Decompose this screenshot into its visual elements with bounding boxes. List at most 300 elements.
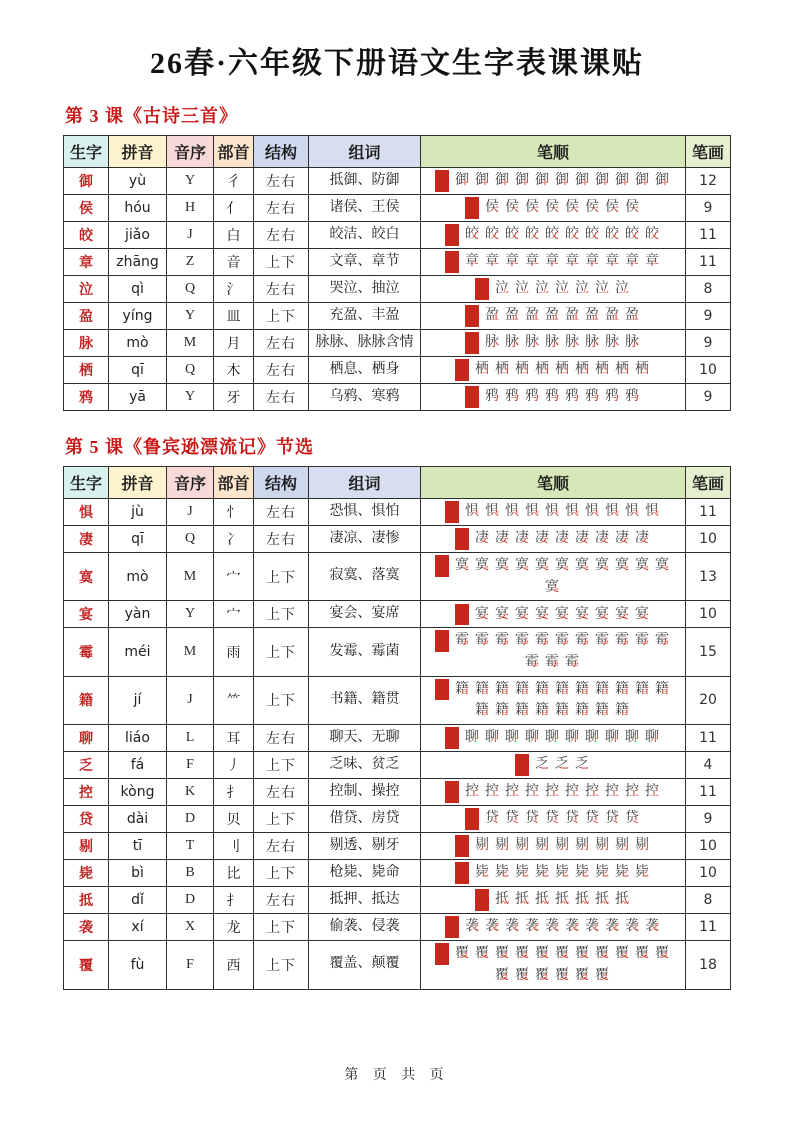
stroke-glyph: 聊: [525, 727, 539, 749]
stroke-glyph: 御: [475, 170, 489, 192]
stroke-count-cell: 11: [686, 222, 731, 249]
initial-cell: L: [167, 725, 214, 752]
initial-cell: Y: [167, 384, 214, 411]
stroke-glyph: 覆: [535, 965, 549, 987]
stroke-glyph: 侯: [585, 197, 599, 219]
stroke-count-cell: 11: [686, 499, 731, 526]
structure-cell: 上下: [254, 628, 309, 676]
stroke-glyph: 毙: [515, 862, 529, 884]
stroke-count-cell: 10: [686, 357, 731, 384]
stroke-glyph: 毙: [575, 862, 589, 884]
stroke-glyph: 脉: [545, 332, 559, 354]
stroke-glyph: 控: [525, 781, 539, 803]
char-cell: 章: [64, 249, 109, 276]
initial-cell: F: [167, 941, 214, 989]
stroke-glyph: 剔: [475, 835, 489, 857]
stroke-glyph: 袭: [505, 916, 519, 938]
stroke-order-sequence: [427, 224, 683, 246]
stroke-glyph: 栖: [555, 359, 569, 381]
stroke-glyph: 霉: [475, 630, 489, 652]
pinyin-cell: yàn: [109, 601, 167, 628]
char-cell: 聊: [64, 725, 109, 752]
stroke-glyph: 泣: [515, 278, 529, 300]
stroke-glyph: [455, 604, 469, 626]
char-cell: 抵: [64, 887, 109, 914]
char-cell: 乏: [64, 752, 109, 779]
stroke-glyph: 霉: [515, 630, 529, 652]
stroke-count-cell: 10: [686, 601, 731, 628]
initial-cell: M: [167, 628, 214, 676]
stroke-order-sequence: [427, 781, 683, 803]
words-cell: 文章、章节: [309, 249, 421, 276]
stroke-glyph: 寞: [595, 555, 609, 577]
stroke-glyph: [445, 916, 459, 938]
stroke-glyph: [435, 555, 449, 577]
stroke-glyph: 聊: [545, 727, 559, 749]
stroke-glyph: 毙: [535, 862, 549, 884]
radical-cell: 刂: [214, 833, 254, 860]
stroke-glyph: [445, 501, 459, 523]
words-cell: 宴会、宴席: [309, 601, 421, 628]
pinyin-cell: tī: [109, 833, 167, 860]
stroke-glyph: 侯: [625, 197, 639, 219]
column-header-stroke_count: 笔画: [686, 136, 731, 168]
section-2-heading: 第 5 课《鲁宾逊漂流记》节选: [65, 437, 314, 457]
pinyin-cell: zhāng: [109, 249, 167, 276]
words-cell: 剔透、剔牙: [309, 833, 421, 860]
stroke-glyph: 泣: [575, 278, 589, 300]
stroke-count-cell: 11: [686, 725, 731, 752]
stroke-glyph: 盈: [565, 305, 579, 327]
initial-cell: J: [167, 676, 214, 724]
stroke-glyph: 籍: [555, 700, 569, 722]
stroke-glyph: 籍: [575, 679, 589, 701]
vocab-row-鸦: [64, 384, 731, 411]
stroke-glyph: 霉: [535, 630, 549, 652]
stroke-order-sequence: [427, 754, 683, 776]
stroke-glyph: [465, 197, 479, 219]
vocab-row-聊: [64, 725, 731, 752]
radical-cell: 月: [214, 330, 254, 357]
char-cell: 栖: [64, 357, 109, 384]
stroke-glyph: 籍: [635, 679, 649, 701]
stroke-glyph: 凄: [595, 528, 609, 550]
stroke-glyph: 盈: [605, 305, 619, 327]
stroke-glyph: 凄: [615, 528, 629, 550]
stroke-glyph: 乏: [535, 754, 549, 776]
stroke-glyph: 抵: [615, 889, 629, 911]
stroke-order-sequence: [427, 278, 683, 300]
stroke-glyph: 章: [645, 251, 659, 273]
stroke-glyph: 侯: [545, 197, 559, 219]
stroke-glyph: 抵: [575, 889, 589, 911]
stroke-glyph: 霉: [635, 630, 649, 652]
stroke-glyph: 覆: [455, 943, 469, 965]
radical-cell: 西: [214, 941, 254, 989]
stroke-glyph: 脉: [585, 332, 599, 354]
column-header-structure: 结构: [254, 467, 309, 499]
lesson-section-2: [63, 433, 731, 990]
pinyin-cell: dài: [109, 806, 167, 833]
stroke-glyph: 袭: [585, 916, 599, 938]
stroke-glyph: 聊: [585, 727, 599, 749]
stroke-glyph: 鸦: [585, 386, 599, 408]
stroke-glyph: 控: [545, 781, 559, 803]
char-cell: 毙: [64, 860, 109, 887]
initial-cell: Q: [167, 276, 214, 303]
stroke-glyph: 御: [495, 170, 509, 192]
stroke-glyph: 乏: [555, 754, 569, 776]
words-cell: 偷袭、侵袭: [309, 914, 421, 941]
stroke-glyph: 籍: [595, 679, 609, 701]
stroke-glyph: 鸦: [485, 386, 499, 408]
stroke-glyph: 毙: [635, 862, 649, 884]
stroke-glyph: [445, 727, 459, 749]
stroke-glyph: 霉: [455, 630, 469, 652]
stroke-glyph: 籍: [555, 679, 569, 701]
stroke-glyph: 惧: [465, 501, 479, 523]
stroke-glyph: [455, 528, 469, 550]
stroke-order-sequence: [427, 528, 683, 550]
stroke-glyph: 贷: [585, 808, 599, 830]
structure-cell: 上下: [254, 860, 309, 887]
stroke-glyph: 脉: [485, 332, 499, 354]
stroke-glyph: 御: [655, 170, 669, 192]
vocab-row-乏: [64, 752, 731, 779]
stroke-glyph: 宴: [475, 604, 489, 626]
words-cell: 聊天、无聊: [309, 725, 421, 752]
pinyin-cell: dǐ: [109, 887, 167, 914]
stroke-order-sequence: [427, 604, 683, 626]
radical-cell: 忄: [214, 499, 254, 526]
pinyin-cell: mò: [109, 330, 167, 357]
stroke-glyph: 覆: [515, 965, 529, 987]
stroke-glyph: 控: [645, 781, 659, 803]
stroke-glyph: 袭: [645, 916, 659, 938]
stroke-glyph: 栖: [595, 359, 609, 381]
stroke-glyph: 覆: [575, 965, 589, 987]
stroke-glyph: [475, 889, 489, 911]
stroke-glyph: 籍: [575, 700, 589, 722]
page-footer: 第 页 共 页: [344, 1067, 449, 1083]
stroke-glyph: 覆: [595, 965, 609, 987]
stroke-glyph: [475, 278, 489, 300]
stroke-glyph: 盈: [525, 305, 539, 327]
words-cell: 枪毙、毙命: [309, 860, 421, 887]
stroke-glyph: 控: [485, 781, 499, 803]
stroke-glyph: 皎: [585, 224, 599, 246]
structure-cell: 左右: [254, 833, 309, 860]
stroke-glyph: 籍: [535, 700, 549, 722]
stroke-glyph: 寞: [555, 555, 569, 577]
stroke-glyph: 籍: [475, 700, 489, 722]
stroke-count-cell: 9: [686, 384, 731, 411]
stroke-glyph: 覆: [515, 943, 529, 965]
stroke-glyph: 宴: [575, 604, 589, 626]
stroke-glyph: 皎: [505, 224, 519, 246]
structure-cell: 上下: [254, 752, 309, 779]
column-header-stroke_count: 笔画: [686, 467, 731, 499]
page-title: 26春·六年级下册语文生字表课课贴: [149, 47, 644, 80]
lesson-section-1: [63, 102, 731, 411]
initial-cell: Y: [167, 303, 214, 330]
structure-cell: 左右: [254, 384, 309, 411]
stroke-glyph: 御: [455, 170, 469, 192]
structure-cell: 上下: [254, 303, 309, 330]
pinyin-cell: mò: [109, 553, 167, 601]
stroke-glyph: 贷: [505, 808, 519, 830]
stroke-glyph: 惧: [505, 501, 519, 523]
pinyin-cell: xí: [109, 914, 167, 941]
stroke-glyph: 控: [605, 781, 619, 803]
stroke-glyph: 控: [565, 781, 579, 803]
radical-cell: 雨: [214, 628, 254, 676]
stroke-glyph: 惧: [485, 501, 499, 523]
stroke-glyph: 惧: [605, 501, 619, 523]
vocab-table-lesson-5: [63, 466, 731, 990]
structure-cell: 左右: [254, 195, 309, 222]
stroke-glyph: 袭: [565, 916, 579, 938]
stroke-order-cell: [421, 941, 686, 989]
structure-cell: 左右: [254, 887, 309, 914]
stroke-glyph: 毙: [595, 862, 609, 884]
stroke-glyph: 寞: [515, 555, 529, 577]
initial-cell: X: [167, 914, 214, 941]
stroke-glyph: 聊: [605, 727, 619, 749]
stroke-order-cell: [421, 887, 686, 914]
stroke-count-cell: 9: [686, 195, 731, 222]
stroke-glyph: [515, 754, 529, 776]
stroke-glyph: 籍: [615, 700, 629, 722]
words-cell: 控制、操控: [309, 779, 421, 806]
stroke-glyph: 覆: [475, 943, 489, 965]
stroke-glyph: [465, 808, 479, 830]
stroke-count-cell: 10: [686, 833, 731, 860]
vocab-row-御: [64, 168, 731, 195]
stroke-glyph: 贷: [485, 808, 499, 830]
stroke-order-cell: [421, 526, 686, 553]
stroke-glyph: 覆: [615, 943, 629, 965]
structure-cell: 上下: [254, 914, 309, 941]
words-cell: 发霉、霉菌: [309, 628, 421, 676]
stroke-glyph: 鸦: [625, 386, 639, 408]
words-cell: 乏味、贫乏: [309, 752, 421, 779]
stroke-glyph: 霉: [555, 630, 569, 652]
stroke-glyph: 宴: [635, 604, 649, 626]
stroke-glyph: 覆: [535, 943, 549, 965]
stroke-glyph: 惧: [565, 501, 579, 523]
initial-cell: Q: [167, 357, 214, 384]
structure-cell: 左右: [254, 222, 309, 249]
pinyin-cell: liáo: [109, 725, 167, 752]
char-cell: 脉: [64, 330, 109, 357]
stroke-order-cell: [421, 806, 686, 833]
stroke-glyph: 剔: [555, 835, 569, 857]
stroke-glyph: 凄: [555, 528, 569, 550]
stroke-order-cell: [421, 779, 686, 806]
stroke-count-cell: 8: [686, 276, 731, 303]
stroke-order-cell: [421, 384, 686, 411]
pinyin-cell: hóu: [109, 195, 167, 222]
initial-cell: F: [167, 752, 214, 779]
stroke-order-sequence: [427, 305, 683, 327]
stroke-glyph: 皎: [605, 224, 619, 246]
column-header-structure: 结构: [254, 136, 309, 168]
stroke-glyph: 霉: [655, 630, 669, 652]
stroke-glyph: [465, 386, 479, 408]
stroke-glyph: 贷: [565, 808, 579, 830]
radical-cell: 彳: [214, 168, 254, 195]
vocab-row-侯: [64, 195, 731, 222]
stroke-glyph: 泣: [495, 278, 509, 300]
stroke-order-cell: [421, 499, 686, 526]
stroke-glyph: 寞: [495, 555, 509, 577]
initial-cell: M: [167, 330, 214, 357]
stroke-count-cell: 8: [686, 887, 731, 914]
char-cell: 侯: [64, 195, 109, 222]
stroke-order-sequence: [427, 835, 683, 857]
stroke-glyph: 栖: [635, 359, 649, 381]
stroke-glyph: 鸦: [505, 386, 519, 408]
stroke-order-sequence: [427, 916, 683, 938]
stroke-glyph: [435, 630, 449, 652]
structure-cell: 左右: [254, 725, 309, 752]
section-1-heading: 第 3 课《古诗三首》: [65, 106, 238, 126]
vocab-row-盈: [64, 303, 731, 330]
initial-cell: D: [167, 887, 214, 914]
stroke-order-sequence: [427, 727, 683, 749]
stroke-order-cell: [421, 195, 686, 222]
stroke-glyph: 章: [625, 251, 639, 273]
stroke-glyph: 剔: [635, 835, 649, 857]
vocab-row-控: [64, 779, 731, 806]
initial-cell: T: [167, 833, 214, 860]
column-header-strokes: 笔顺: [421, 467, 686, 499]
stroke-glyph: 盈: [585, 305, 599, 327]
stroke-glyph: [445, 781, 459, 803]
vocab-row-凄: [64, 526, 731, 553]
stroke-glyph: 栖: [535, 359, 549, 381]
stroke-glyph: [465, 305, 479, 327]
stroke-order-cell: [421, 833, 686, 860]
stroke-glyph: 霉: [595, 630, 609, 652]
stroke-order-cell: [421, 168, 686, 195]
stroke-glyph: 霉: [525, 652, 539, 674]
stroke-glyph: 凄: [495, 528, 509, 550]
vocab-row-寞: [64, 553, 731, 601]
stroke-glyph: 抵: [555, 889, 569, 911]
stroke-glyph: 脉: [525, 332, 539, 354]
pinyin-cell: qì: [109, 276, 167, 303]
words-cell: 借贷、房贷: [309, 806, 421, 833]
stroke-glyph: 御: [555, 170, 569, 192]
pinyin-cell: jù: [109, 499, 167, 526]
stroke-glyph: [435, 943, 449, 965]
stroke-glyph: 栖: [615, 359, 629, 381]
pinyin-cell: fù: [109, 941, 167, 989]
stroke-glyph: 覆: [655, 943, 669, 965]
stroke-glyph: 覆: [635, 943, 649, 965]
stroke-glyph: 泣: [535, 278, 549, 300]
vocab-row-脉: [64, 330, 731, 357]
pinyin-cell: jí: [109, 676, 167, 724]
stroke-glyph: 覆: [555, 943, 569, 965]
char-cell: 御: [64, 168, 109, 195]
vocab-row-袭: [64, 914, 731, 941]
stroke-glyph: 惧: [525, 501, 539, 523]
stroke-glyph: 籍: [595, 700, 609, 722]
stroke-glyph: 皎: [645, 224, 659, 246]
stroke-glyph: 聊: [505, 727, 519, 749]
words-cell: 诸侯、王侯: [309, 195, 421, 222]
stroke-order-cell: [421, 330, 686, 357]
stroke-glyph: 凄: [515, 528, 529, 550]
stroke-glyph: 皎: [625, 224, 639, 246]
stroke-glyph: 脉: [625, 332, 639, 354]
radical-cell: 扌: [214, 779, 254, 806]
char-cell: 袭: [64, 914, 109, 941]
stroke-glyph: 控: [585, 781, 599, 803]
initial-cell: Y: [167, 168, 214, 195]
stroke-glyph: 脉: [605, 332, 619, 354]
stroke-glyph: 栖: [515, 359, 529, 381]
stroke-count-cell: 9: [686, 303, 731, 330]
stroke-glyph: 惧: [625, 501, 639, 523]
structure-cell: 左右: [254, 168, 309, 195]
pinyin-cell: bì: [109, 860, 167, 887]
stroke-glyph: 毙: [475, 862, 489, 884]
radical-cell: ⺮: [214, 676, 254, 724]
stroke-glyph: 霉: [495, 630, 509, 652]
initial-cell: Y: [167, 601, 214, 628]
stroke-glyph: 御: [635, 170, 649, 192]
structure-cell: 上下: [254, 249, 309, 276]
vocab-row-贷: [64, 806, 731, 833]
stroke-glyph: 控: [625, 781, 639, 803]
column-header-initial: 音序: [167, 136, 214, 168]
stroke-order-sequence: [427, 555, 683, 598]
vocab-row-惧: [64, 499, 731, 526]
initial-cell: J: [167, 222, 214, 249]
stroke-order-cell: [421, 914, 686, 941]
words-cell: 覆盖、颠覆: [309, 941, 421, 989]
stroke-order-sequence: [427, 386, 683, 408]
structure-cell: 上下: [254, 676, 309, 724]
stroke-glyph: [465, 332, 479, 354]
stroke-glyph: 籍: [455, 679, 469, 701]
char-cell: 霉: [64, 628, 109, 676]
stroke-glyph: [455, 835, 469, 857]
stroke-glyph: 侯: [505, 197, 519, 219]
pinyin-cell: yíng: [109, 303, 167, 330]
stroke-glyph: 剔: [615, 835, 629, 857]
stroke-glyph: 寞: [575, 555, 589, 577]
vocab-row-栖: [64, 357, 731, 384]
stroke-glyph: 章: [605, 251, 619, 273]
radical-cell: 耳: [214, 725, 254, 752]
column-header-pinyin: 拼音: [109, 467, 167, 499]
stroke-glyph: 盈: [505, 305, 519, 327]
stroke-glyph: 鸦: [545, 386, 559, 408]
stroke-glyph: 毙: [555, 862, 569, 884]
radical-cell: 亻: [214, 195, 254, 222]
structure-cell: 左右: [254, 357, 309, 384]
char-cell: 凄: [64, 526, 109, 553]
char-cell: 盈: [64, 303, 109, 330]
stroke-order-sequence: [427, 889, 683, 911]
stroke-glyph: 侯: [605, 197, 619, 219]
initial-cell: K: [167, 779, 214, 806]
